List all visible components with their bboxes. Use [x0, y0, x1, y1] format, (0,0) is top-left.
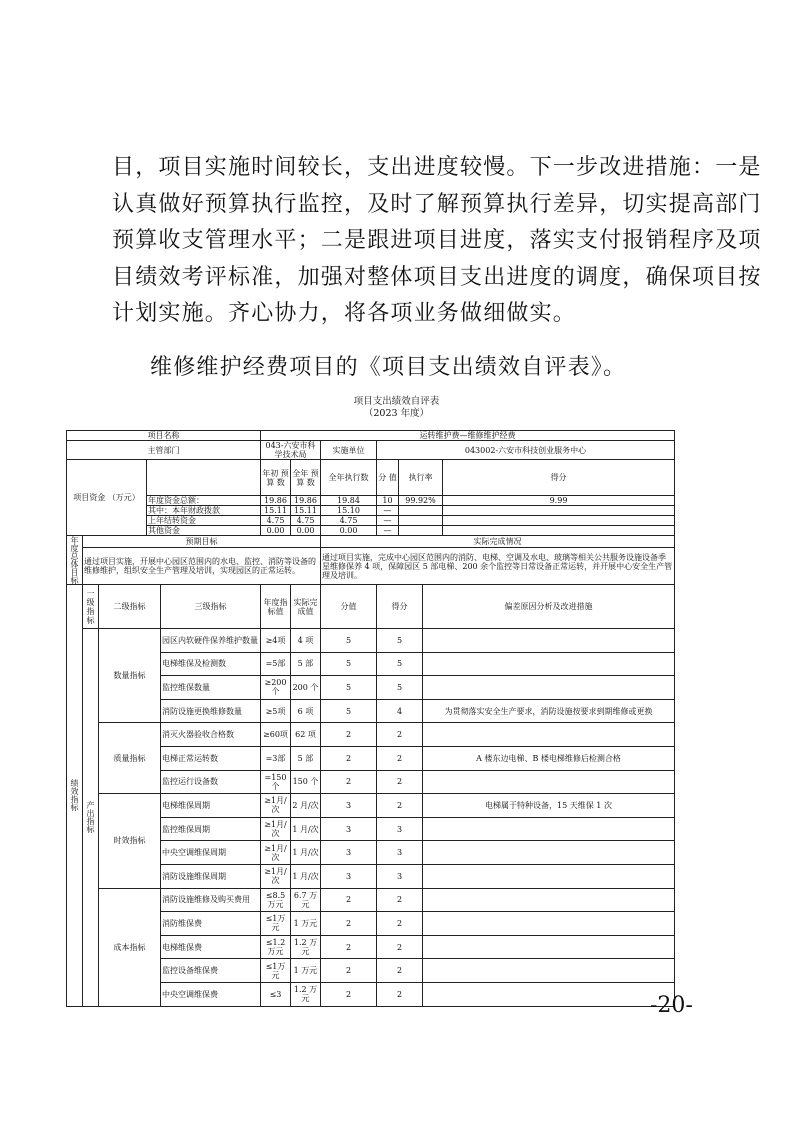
- target-value: ≤8.5万元: [261, 888, 291, 912]
- funds-rate: [399, 516, 443, 526]
- score-value: 3: [321, 864, 377, 888]
- level3-name: 消防维保费: [161, 912, 261, 936]
- score: 2: [377, 912, 423, 936]
- funds-rate: 99.92%: [399, 496, 443, 506]
- level3-name: 中央空调维保周期: [161, 841, 261, 865]
- header-score-value: 分 值: [377, 460, 399, 496]
- deviation-reason: [423, 841, 675, 865]
- actual-value: 5 部: [291, 652, 321, 676]
- funds-initial: 15.11: [261, 506, 291, 516]
- score: 5: [377, 629, 423, 653]
- funds-exec: 19.84: [321, 496, 377, 506]
- table-row: [67, 460, 675, 496]
- level3-name: 消防设施维修及购买费用: [161, 888, 261, 912]
- score: 2: [377, 794, 423, 818]
- score: 2: [377, 982, 423, 1006]
- table-row: [67, 536, 675, 548]
- funds-item-header: [147, 460, 261, 496]
- funds-row: [67, 516, 675, 526]
- table-caption: 维修维护经费项目的《项目支出绩效自评表》。: [150, 355, 627, 380]
- header-level2: 二级指标: [99, 585, 161, 629]
- table-row: [67, 585, 675, 629]
- funds-row: [67, 526, 675, 536]
- actual-value: 6 项: [291, 699, 321, 723]
- score-value: 3: [321, 794, 377, 818]
- target-value: ≤3: [261, 982, 291, 1006]
- actual-result-text: 通过项目实施，完成中心园区范围内的消防、电梯、空调及水电、玻璃等相关公共服务设施设备季星维修保养 4 项，保障园区 5 部电梯、200 余个监控等日常设备正常运转，并开展中心安全生产管理及培训。: [321, 548, 675, 585]
- target-value: =3部: [261, 746, 291, 770]
- funds-row: [67, 496, 675, 506]
- level3-name: 监控设备维保费: [161, 959, 261, 983]
- actual-value: 200 个: [291, 676, 321, 700]
- score-value: 2: [321, 959, 377, 983]
- funds-item-label: 其他资金: [147, 526, 261, 536]
- target-value: ≥1月/次: [261, 864, 291, 888]
- funds-value: —: [377, 506, 399, 516]
- actual-value: 6.7 万元: [291, 888, 321, 912]
- header-annual-exec: 全年执行数: [321, 460, 377, 496]
- actual-value: 1 月/次: [291, 817, 321, 841]
- actual-value: 1.2 万元: [291, 982, 321, 1006]
- level3-name: 电梯维保周期: [161, 794, 261, 818]
- dept-value: 043-六安市科学技术局: [261, 441, 321, 460]
- funds-row: [67, 506, 675, 516]
- header-level3: 三级指标: [161, 585, 261, 629]
- funds-score: [443, 526, 675, 536]
- score: 2: [377, 935, 423, 959]
- page-number: -20-: [650, 993, 693, 1018]
- funds-initial: 0.00: [261, 526, 291, 536]
- expected-goal-label: 预期目标: [83, 536, 321, 548]
- target-value: ≤1万元: [261, 912, 291, 936]
- actual-value: 150 个: [291, 770, 321, 794]
- funds-value: —: [377, 526, 399, 536]
- level3-name: 电梯维保及检测数: [161, 652, 261, 676]
- funds-initial: 19.86: [261, 496, 291, 506]
- score: 5: [377, 652, 423, 676]
- funds-rate: [399, 526, 443, 536]
- actual-value: 4 项: [291, 629, 321, 653]
- unit-value: 043002-六安市科技创业服务中心: [377, 441, 675, 460]
- funds-value: —: [377, 516, 399, 526]
- level3-name: 中央空调维保费: [161, 982, 261, 1006]
- funds-score: [443, 516, 675, 526]
- actual-value: 1 月/次: [291, 864, 321, 888]
- header-annual-budget: 全年 预算 数: [291, 460, 321, 496]
- target-value: ≥200个: [261, 676, 291, 700]
- funds-rate: [399, 506, 443, 516]
- funds-score: 9.99: [443, 496, 675, 506]
- actual-value: 1.2 万元: [291, 935, 321, 959]
- header-actual: 实际完成值: [291, 585, 321, 629]
- funds-annual: 0.00: [291, 526, 321, 536]
- funds-annual: 15.11: [291, 506, 321, 516]
- deviation-reason: [423, 864, 675, 888]
- header-score: 得分: [377, 585, 423, 629]
- level3-name: 监控维保周期: [161, 817, 261, 841]
- deviation-reason: [423, 912, 675, 936]
- target-value: ≥1月/次: [261, 841, 291, 865]
- paragraph-line: 认真做好预算执行监控，及时了解预算执行差异，切实提高部门: [112, 191, 762, 217]
- score-value: 2: [321, 888, 377, 912]
- expected-goal-text: 通过项目实施，开展中心园区范围内的水电、监控、消防等设备的维修维护，组织安全生产管理及培训，实现园区的正常运转。: [83, 548, 321, 585]
- actual-value: 1 万元: [291, 959, 321, 983]
- funds-annual: 4.75: [291, 516, 321, 526]
- score-value: 5: [321, 699, 377, 723]
- funds-item-label: 上年结转资金: [147, 516, 261, 526]
- level3-name: 消灭火器验收合格数: [161, 723, 261, 747]
- header-score: 得分: [443, 460, 675, 496]
- score-value: 3: [321, 841, 377, 865]
- target-value: ≥60项: [261, 723, 291, 747]
- score: 2: [377, 723, 423, 747]
- level3-name: 监控运行设备数: [161, 770, 261, 794]
- funds-exec: 15.10: [321, 506, 377, 516]
- header-value: 分值: [321, 585, 377, 629]
- score-value: 5: [321, 652, 377, 676]
- deviation-reason: [423, 770, 675, 794]
- target-value: ≥1月/次: [261, 817, 291, 841]
- level3-name: 监控维保数量: [161, 676, 261, 700]
- target-value: ≤1.2万元: [261, 935, 291, 959]
- level3-name: 消防设施维保周期: [161, 864, 261, 888]
- target-value: =5部: [261, 652, 291, 676]
- table-row: [67, 431, 675, 441]
- deviation-reason: [423, 935, 675, 959]
- level2-name: 成本指标: [99, 888, 161, 1006]
- funds-score: [443, 506, 675, 516]
- level2-name: 数量指标: [99, 629, 161, 723]
- score: 3: [377, 817, 423, 841]
- score-value: 5: [321, 629, 377, 653]
- level3-name: 电梯维保费: [161, 935, 261, 959]
- score: 2: [377, 770, 423, 794]
- funds-initial: 4.75: [261, 516, 291, 526]
- goal-side-label: 年度总体目标: [67, 536, 83, 585]
- body-paragraph: [112, 150, 762, 333]
- deviation-reason: [423, 817, 675, 841]
- score-value: 2: [321, 935, 377, 959]
- target-value: ≥5项: [261, 699, 291, 723]
- table-subtitle: （2023 年度）: [363, 408, 430, 419]
- funds-item-label: 其中：本年财政拨款: [147, 506, 261, 516]
- score-value: 2: [321, 723, 377, 747]
- output-label: 产出指标: [83, 629, 99, 1007]
- header-initial-budget: 年初 预算 数: [261, 460, 291, 496]
- score-value: 2: [321, 982, 377, 1006]
- target-value: ≥1月/次: [261, 794, 291, 818]
- level3-name: 电梯正常运转数: [161, 746, 261, 770]
- funds-annual: 19.86: [291, 496, 321, 506]
- paragraph-line: 计划实施。齐心协力，将各项业务做细做实。: [112, 301, 577, 326]
- header-reason: 偏差原因分析及改进措施: [423, 585, 675, 629]
- dept-label: 主管部门: [67, 441, 261, 460]
- score-value: 2: [321, 746, 377, 770]
- paragraph-line: 预算收支管理水平；二是跟进项目进度，落实支付报销程序及项: [112, 228, 762, 253]
- score-value: 2: [321, 912, 377, 936]
- score: 2: [377, 746, 423, 770]
- funds-exec: 4.75: [321, 516, 377, 526]
- deviation-reason: [423, 676, 675, 700]
- score: 5: [377, 676, 423, 700]
- score: 3: [377, 864, 423, 888]
- score: 4: [377, 699, 423, 723]
- table-row: [67, 548, 675, 585]
- funds-item-label: 年度资金总额：: [147, 496, 261, 506]
- table-title: 项目支出绩效自评表: [353, 396, 440, 407]
- table-row: [67, 723, 675, 747]
- actual-label: 实际完成情况: [321, 536, 675, 548]
- funds-value: 10: [377, 496, 399, 506]
- header-level1: 一级指标: [83, 585, 99, 629]
- actual-value: 1 月/次: [291, 841, 321, 865]
- project-name-value: 运转维护费—维修维护经费: [261, 431, 675, 441]
- score-value: 3: [321, 817, 377, 841]
- performance-table: [66, 430, 675, 1007]
- deviation-reason: [423, 982, 675, 1006]
- project-name-label: 项目名称: [67, 431, 261, 441]
- table-row: [67, 794, 675, 818]
- level2-name: 时效指标: [99, 794, 161, 888]
- score: 3: [377, 841, 423, 865]
- actual-value: 1 万元: [291, 912, 321, 936]
- table-row: [67, 629, 675, 653]
- score: 2: [377, 959, 423, 983]
- deviation-reason: [423, 723, 675, 747]
- deviation-reason: [423, 888, 675, 912]
- level3-name: 园区内软硬件保养维护数量: [161, 629, 261, 653]
- paragraph-line: 目，项目实施时间较长，支出进度较慢。下一步改进措施：一是: [112, 155, 762, 180]
- deviation-reason: [423, 629, 675, 653]
- paragraph-line: 目绩效考评标准，加强对整体项目支出进度的调度，确保项目按: [112, 264, 762, 290]
- actual-value: 2 月/次: [291, 794, 321, 818]
- unit-label: 实施单位: [321, 441, 377, 460]
- actual-value: 5 部: [291, 746, 321, 770]
- perf-label: 绩效指标: [67, 585, 83, 1007]
- deviation-reason: [423, 652, 675, 676]
- table-row: [67, 441, 675, 460]
- target-value: ≥4项: [261, 629, 291, 653]
- deviation-reason: A 楼东边电梯、B 楼电梯维修后检测合格: [423, 746, 675, 770]
- score: 2: [377, 888, 423, 912]
- actual-value: 62 项: [291, 723, 321, 747]
- level2-name: 质量指标: [99, 723, 161, 794]
- level3-name: 消防设施更换维修数量: [161, 699, 261, 723]
- deviation-reason: [423, 959, 675, 983]
- header-target: 年度指标值: [261, 585, 291, 629]
- table-row: [67, 888, 675, 912]
- funds-label: 项目资金 （万元）: [67, 460, 147, 536]
- funds-exec: 0.00: [321, 526, 377, 536]
- score-value: 5: [321, 676, 377, 700]
- deviation-reason: 电梯属于特种设备，15 天维保 1 次: [423, 794, 675, 818]
- target-value: =150个: [261, 770, 291, 794]
- target-value: ≤1万元: [261, 959, 291, 983]
- score-value: 2: [321, 770, 377, 794]
- header-exec-rate: 执行率: [399, 460, 443, 496]
- deviation-reason: 为贯彻落实安全生产要求，消防设施按要求到期维修或更换: [423, 699, 675, 723]
